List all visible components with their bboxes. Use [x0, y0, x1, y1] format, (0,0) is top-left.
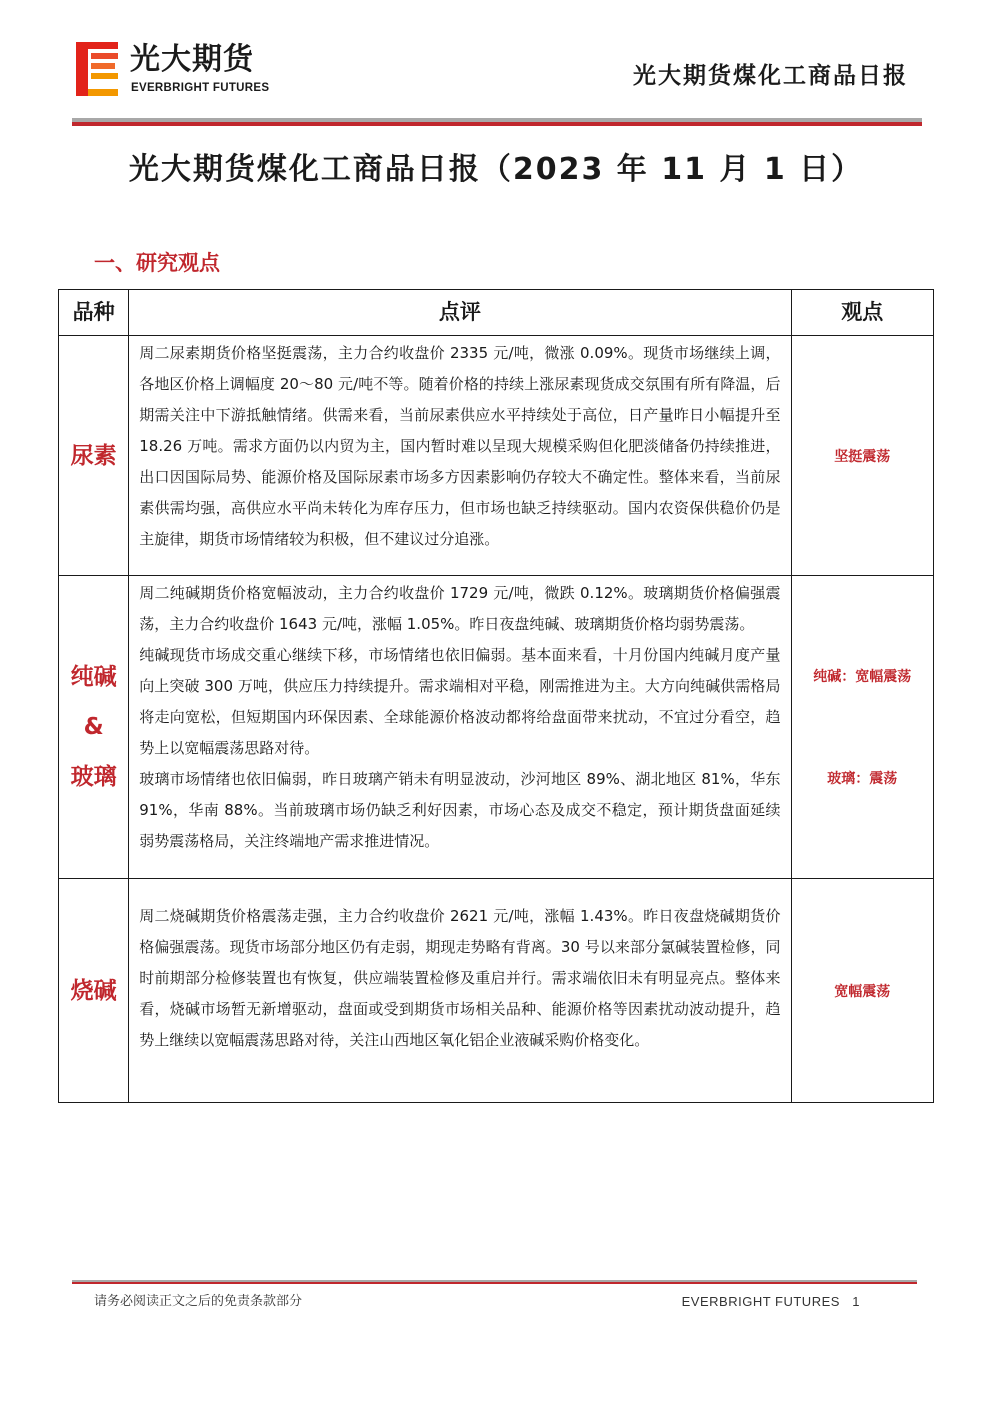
- view-urea: [791, 336, 934, 576]
- footer-brand-name: EVERBRIGHT FUTURES: [681, 1294, 840, 1309]
- page-title: 光大期货煤化工商品日报（2023 年 11 月 1 日）: [128, 152, 864, 187]
- view-label: 宽幅震荡: [834, 983, 891, 1000]
- footer-disclaimer: 请务必阅读正文之后的免责条款部分: [94, 1294, 303, 1309]
- variety-line: 玻璃: [70, 764, 117, 790]
- footer-rule-red: [72, 1282, 917, 1284]
- comment-paragraph: 玻璃市场情绪也依旧偏弱，昨日玻璃产销未有明显波动，沙河地区 89%、湖北地区 81%，华东 91%，华南 88%。当前玻璃市场仍缺乏利好因素，市场心态及成交不稳定，预计期货盘面延续弱势震荡格局，关注终端地产需求推进情况。: [139, 770, 781, 850]
- comment-caustic-soda: [129, 879, 791, 1103]
- table-row-soda-glass: [59, 576, 934, 879]
- variety-urea: 尿素: [59, 336, 129, 576]
- variety-caustic-soda: 烧碱: [59, 879, 129, 1103]
- variety-line: 纯碱: [70, 664, 117, 690]
- table-row-urea: [59, 336, 934, 576]
- everbright-logo-icon: [76, 42, 120, 96]
- table-header-row: [59, 290, 934, 336]
- variety-line: &: [83, 714, 104, 740]
- view-label: 玻璃：震荡: [827, 771, 898, 787]
- logo-text-en: EVERBRIGHT FUTURES: [131, 82, 270, 94]
- logo: [76, 40, 296, 100]
- header-rule-red: [72, 122, 922, 126]
- table-row-caustic-soda: [59, 879, 934, 1103]
- header-variety: 品种: [59, 290, 129, 336]
- view-label: 坚挺震荡: [834, 448, 891, 465]
- comment-paragraph: 周二尿素期货价格坚挺震荡，主力合约收盘价 2335 元/吨，微涨 0.09%。现货市场继续上调，各地区价格上调幅度 20～80 元/吨不等。随着价格的持续上涨尿素现货成交氛围有所有降温，后期需关注中下游抵触情绪。供需来看，当前尿素供应水平持续处于高位，日产量昨日小幅提升至 18.26 万吨。需求方面仍以内贸为主，国内暂时难以呈现大规模采购但化肥淡储备仍持续推进，出口因国际局势、能源价格及国际尿素市场多方因素影响仍存较大不确定性。整体来看，当前尿素供需均强，高供应水平尚未转化为库存压力，但市场也缺乏持续驱动。国内农资保供稳价仍是主旋律，期货市场情绪较为积极，但不建议过分追涨。: [139, 344, 781, 548]
- page-number: 1: [852, 1294, 860, 1309]
- view-soda-glass: [791, 576, 934, 879]
- comment-soda-glass: [129, 576, 791, 879]
- comment-paragraph: 纯碱现货市场成交重心继续下移，市场情绪也依旧偏弱。基本面来看，十月份国内纯碱月度产量向上突破 300 万吨，供应压力持续提升。需求端相对平稳，刚需推进为主。大方向纯碱供需格局将走向宽松，但短期国内环保因素、全球能源价格波动都将给盘面带来扰动，不宜过分看空，趋势上以宽幅震荡思路对待。: [139, 646, 781, 757]
- view-caustic-soda: [791, 879, 934, 1103]
- comment-paragraph: 周二纯碱期货价格宽幅波动，主力合约收盘价 1729 元/吨，微跌 0.12%。玻璃期货价格偏强震荡，主力合约收盘价 1643 元/吨，涨幅 1.05%。昨日夜盘纯碱、玻璃期货价格均弱势震荡。: [139, 584, 781, 633]
- header-title: 光大期货煤化工商品日报: [633, 63, 908, 89]
- section-heading: 一、研究观点: [94, 251, 220, 275]
- research-view-table: [58, 289, 934, 1103]
- footer-brand: [682, 1292, 860, 1312]
- variety-soda-glass: [59, 576, 129, 879]
- header-view: 观点: [791, 290, 934, 336]
- logo-text-cn: 光大期货: [130, 42, 254, 77]
- comment-paragraph: 周二烧碱期货价格震荡走强，主力合约收盘价 2621 元/吨，涨幅 1.43%。昨日夜盘烧碱期货价格偏强震荡。现货市场部分地区仍有走弱，期现走势略有背离。30 号以来部分氯碱装置检修，同时前期部分检修装置也有恢复，供应端装置检修及重启并行。需求端依旧未有明显亮点。整体来看，烧碱市场暂无新增驱动，盘面或受到期货市场相关品种、能源价格等因素扰动波动提升，趋势上继续以宽幅震荡思路对待，关注山西地区氧化铝企业液碱采购价格变化。: [139, 907, 781, 1049]
- header-comment: 点评: [129, 290, 791, 336]
- view-label: 纯碱：宽幅震荡: [813, 669, 912, 685]
- comment-urea: [129, 336, 791, 576]
